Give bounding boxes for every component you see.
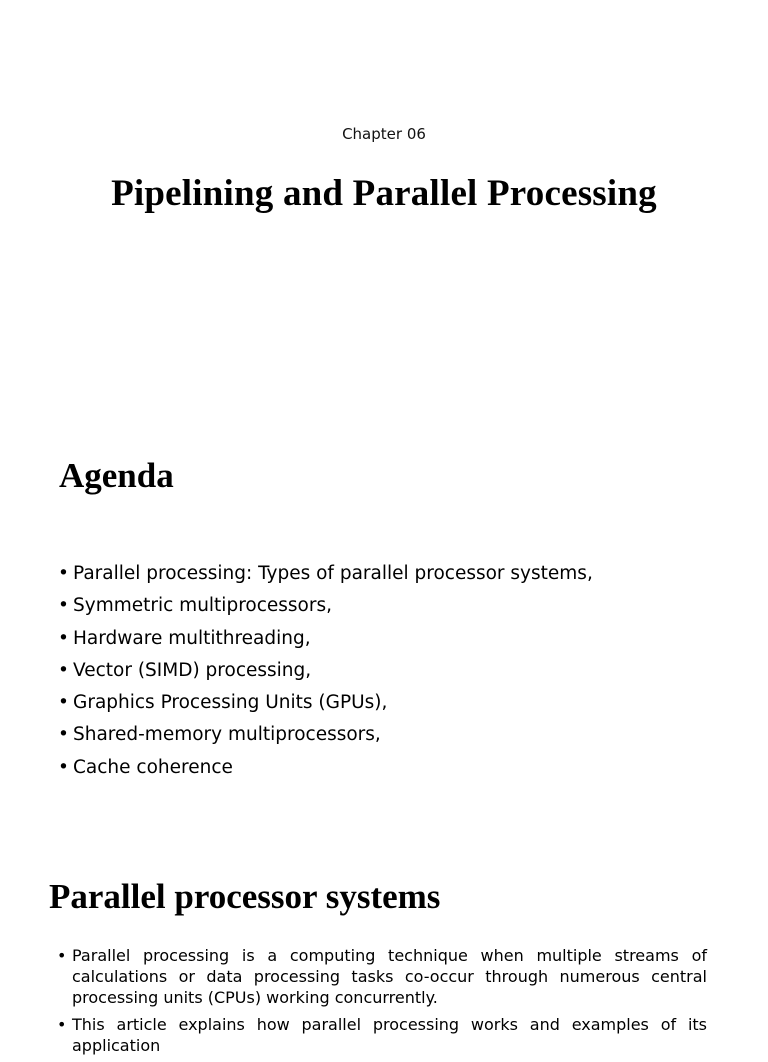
paragraph-text: Parallel processing is a computing technique when multiple streams of calculations or data processing tasks co-occur through numerous central processing units (CPUs) working concurrently.	[72, 946, 707, 1007]
bullet-icon: •	[57, 946, 67, 965]
chapter-label: Chapter 06	[342, 125, 426, 143]
section-heading: Parallel processor systems	[49, 877, 441, 916]
agenda-list	[58, 561, 593, 787]
content-list	[57, 945, 707, 1062]
agenda-item-text: Vector (SIMD) processing,	[73, 659, 312, 681]
paragraph-text: This article explains how parallel processing works and examples of its application	[72, 1015, 707, 1055]
agenda-slide	[0, 420, 768, 860]
list-item	[58, 658, 593, 690]
agenda-item-text: Symmetric multiprocessors,	[73, 595, 332, 617]
list-item	[57, 945, 707, 1008]
list-item	[58, 626, 593, 658]
title-slide	[0, 0, 768, 420]
bullet-icon: •	[58, 595, 69, 617]
list-item	[58, 690, 593, 722]
list-item	[58, 593, 593, 625]
agenda-item-text: Hardware multithreading,	[73, 627, 311, 649]
bullet-icon: •	[58, 659, 69, 681]
parallel-processor-slide	[0, 860, 768, 1055]
bullet-icon: •	[58, 627, 69, 649]
page-title: Pipelining and Parallel Processing	[111, 173, 657, 214]
list-item	[58, 722, 593, 754]
agenda-item-text: Cache coherence	[73, 756, 233, 778]
bullet-icon: •	[58, 563, 69, 584]
list-item	[58, 561, 593, 593]
bullet-icon: •	[58, 756, 69, 778]
agenda-item-text: Parallel processing: Types of parallel processor systems,	[73, 563, 593, 584]
list-item	[57, 1014, 707, 1056]
bullet-icon: •	[58, 724, 69, 746]
list-item	[58, 755, 593, 787]
agenda-item-text: Graphics Processing Units (GPUs),	[73, 692, 388, 714]
agenda-item-text: Shared-memory multiprocessors,	[73, 724, 381, 746]
bullet-icon: •	[57, 1015, 67, 1034]
bullet-icon: •	[58, 692, 69, 714]
agenda-heading: Agenda	[59, 456, 174, 495]
